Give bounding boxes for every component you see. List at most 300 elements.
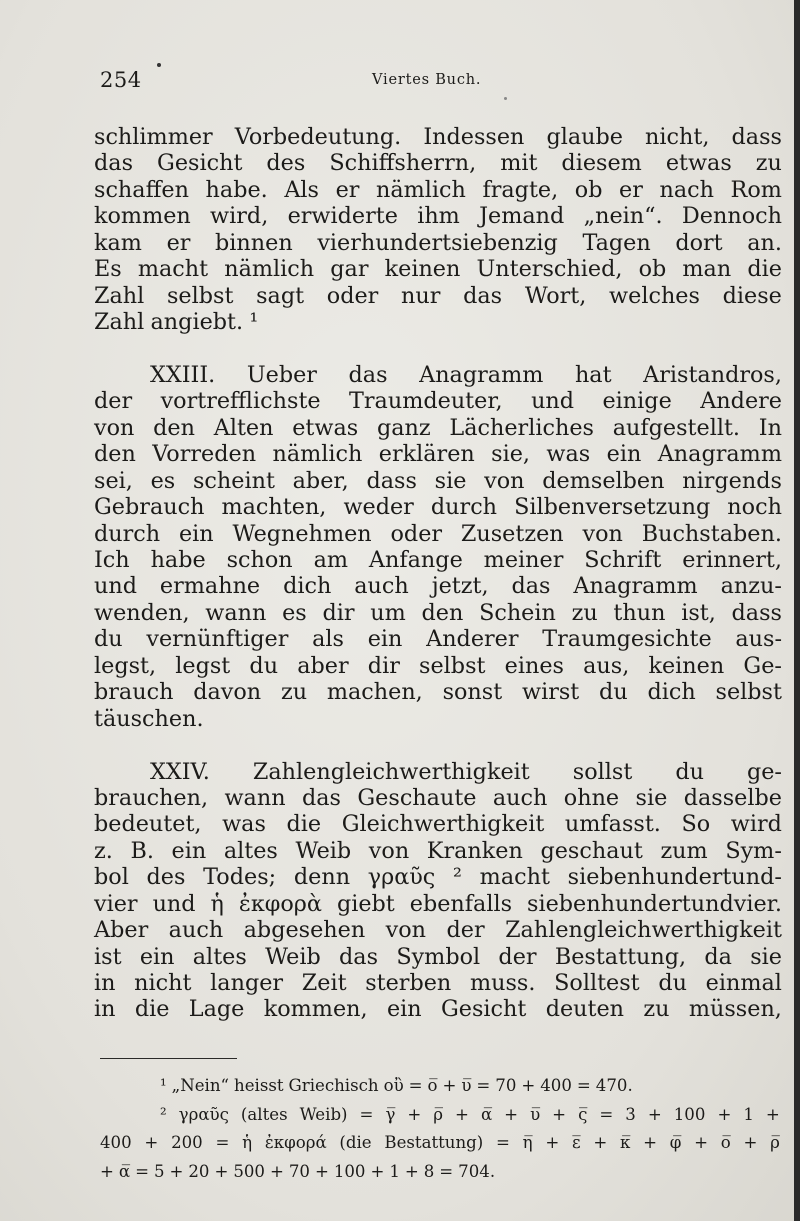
- word: auch: [168, 917, 224, 944]
- word: der: [446, 917, 485, 944]
- word: an.: [747, 229, 782, 256]
- word: Anderer: [426, 626, 519, 653]
- text-line: [94, 706, 782, 732]
- text-line: [94, 785, 782, 811]
- word: Lächerliches: [449, 414, 594, 441]
- word: die: [747, 256, 782, 283]
- footnote-line: [100, 1129, 780, 1158]
- word: „Nein“: [171, 1076, 230, 1095]
- text-line: [94, 177, 782, 203]
- word: oder: [390, 520, 443, 547]
- word: kam: [94, 229, 142, 256]
- word: 1: [743, 1104, 754, 1124]
- word: κ̅: [619, 1133, 631, 1152]
- word: Schiffsherrn,: [329, 150, 477, 177]
- word: ebenfalls: [409, 890, 513, 917]
- word: selbst: [419, 652, 486, 679]
- word: Anfange: [368, 547, 463, 573]
- word: bol: [94, 864, 129, 891]
- word: Traumgesichte: [542, 626, 712, 653]
- word: das: [94, 150, 134, 177]
- word: Ge-: [743, 652, 782, 679]
- word: ist,: [681, 599, 716, 626]
- word: anzu-: [720, 573, 782, 600]
- word: +: [694, 1133, 708, 1152]
- word: dass: [731, 124, 782, 150]
- text-line: [94, 230, 782, 256]
- running-head: [100, 68, 780, 98]
- word: dich: [647, 679, 696, 706]
- word: aufgestellt.: [612, 414, 741, 441]
- word: die: [286, 811, 322, 838]
- word: der: [498, 943, 537, 970]
- word: zu: [571, 599, 598, 626]
- word: diese: [722, 282, 782, 309]
- text-line: [94, 838, 782, 864]
- word: ein: [386, 996, 422, 1023]
- word: So: [681, 811, 711, 838]
- word: In: [758, 414, 782, 441]
- word: giebt: [336, 890, 395, 917]
- word: dir: [322, 599, 355, 626]
- text-line: [94, 573, 782, 599]
- word: +: [100, 1161, 114, 1181]
- text-line: [94, 653, 782, 679]
- text-line: [94, 891, 782, 917]
- text-line: [94, 388, 782, 414]
- word: ist: [94, 943, 122, 970]
- word: um: [370, 599, 406, 626]
- word: den: [421, 599, 464, 626]
- word: ρ̅: [770, 1133, 780, 1152]
- word: vortrefflichste: [160, 388, 321, 415]
- word: wird: [730, 811, 782, 838]
- word: heisst: [234, 1076, 284, 1095]
- body-text: [94, 124, 782, 1023]
- word: Gesicht: [440, 996, 527, 1023]
- word: glaube: [546, 124, 623, 150]
- word: ἡ: [210, 890, 224, 917]
- word: +: [455, 1104, 469, 1124]
- word: +: [314, 1161, 329, 1181]
- word: legst: [175, 652, 231, 679]
- word: wird,: [210, 203, 269, 230]
- word: mit: [500, 150, 538, 177]
- word: man: [682, 256, 732, 283]
- word: Ueber: [246, 361, 317, 388]
- word: +: [552, 1104, 567, 1124]
- text-line: [94, 441, 782, 467]
- word: Traumdeuter,: [349, 388, 503, 415]
- word: ermahne: [159, 573, 261, 600]
- word: ge-: [746, 758, 782, 785]
- word: meiner: [483, 547, 564, 573]
- word: davon: [193, 679, 262, 706]
- text-line: [94, 944, 782, 970]
- word: Indessen: [423, 124, 525, 150]
- word: von: [94, 414, 135, 441]
- word: kommen: [94, 203, 191, 230]
- word: und: [531, 388, 575, 415]
- word: von: [484, 467, 525, 494]
- text-line: [94, 124, 782, 150]
- word: erinnert,: [682, 547, 782, 573]
- word: ε̅: [571, 1133, 581, 1152]
- word: +: [717, 1104, 732, 1124]
- word: du: [599, 679, 628, 706]
- text-line: [94, 521, 782, 547]
- word: sonst: [442, 679, 503, 706]
- word: zu: [755, 150, 782, 177]
- word: sterben: [365, 970, 452, 996]
- word: es: [282, 599, 307, 626]
- word: was: [546, 441, 591, 468]
- footnote-divider: [100, 1058, 237, 1059]
- page-number: 254: [100, 68, 142, 92]
- word: das: [463, 282, 503, 309]
- word: (die: [339, 1133, 372, 1152]
- word: angiebt.: [150, 309, 244, 336]
- word: von: [368, 837, 410, 864]
- word: 20: [188, 1161, 210, 1181]
- word: Kranken: [426, 837, 523, 864]
- word: wenden,: [94, 599, 190, 626]
- word: gar: [330, 256, 369, 283]
- word: auch: [492, 784, 548, 811]
- word: geschaut: [540, 837, 643, 864]
- word: du: [249, 652, 279, 679]
- word: γ̅: [385, 1104, 396, 1124]
- word: nicht,: [645, 124, 710, 150]
- word: du: [658, 970, 687, 996]
- word: nämlich: [224, 256, 315, 283]
- word: und: [152, 890, 196, 917]
- word: 100: [673, 1104, 706, 1124]
- word: +: [404, 1161, 419, 1181]
- word: Gebrauch: [94, 494, 205, 521]
- word: Bestattung): [384, 1133, 484, 1152]
- word: durch: [430, 494, 498, 521]
- word: Solltest: [554, 970, 640, 996]
- text-line: [94, 468, 782, 494]
- word: 400: [540, 1076, 572, 1095]
- word: =: [496, 1133, 510, 1152]
- word: auch: [354, 573, 409, 600]
- word: scheint: [192, 467, 275, 494]
- word: 400: [100, 1133, 132, 1152]
- word: „nein“.: [583, 203, 663, 230]
- word: γραῦς: [367, 864, 436, 891]
- paragraph-gap: [94, 732, 782, 758]
- word: =: [439, 1161, 454, 1181]
- word: müssen,: [688, 996, 782, 1023]
- text-line: [94, 811, 782, 837]
- word: sie: [750, 943, 782, 970]
- word: z.: [94, 837, 113, 864]
- word: υ̅: [530, 1104, 541, 1124]
- word: das: [511, 573, 551, 600]
- word: =: [215, 1133, 230, 1152]
- word: er: [619, 176, 643, 203]
- word: denn: [293, 864, 351, 891]
- word: Zahlengleichwerthigkeit: [252, 758, 530, 785]
- word: φ̅: [669, 1133, 682, 1152]
- word: ἐκφορὰ: [238, 890, 322, 917]
- word: Todes;: [203, 864, 277, 891]
- word: ς̅: [578, 1104, 588, 1124]
- word: der: [94, 388, 133, 415]
- word: keinen: [384, 256, 461, 283]
- running-title: Viertes Buch.: [372, 72, 482, 88]
- word: oder: [326, 282, 379, 309]
- scan-edge: [794, 0, 800, 1221]
- text-line: [94, 256, 782, 282]
- word: =: [135, 1161, 149, 1181]
- footnote-line: [100, 1101, 780, 1130]
- word: das: [339, 943, 379, 970]
- word: er: [166, 229, 191, 256]
- word: ganz: [376, 414, 431, 441]
- word: Wegnehmen: [232, 520, 372, 547]
- word: Wort,: [524, 282, 587, 309]
- word: ²: [453, 864, 462, 891]
- word: Andere: [700, 388, 782, 415]
- word: ²: [160, 1104, 167, 1124]
- word: nur: [401, 282, 441, 309]
- word: +: [442, 1076, 457, 1095]
- word: Jemand: [479, 203, 565, 230]
- word: erklären: [378, 441, 475, 468]
- word: =: [408, 1076, 423, 1095]
- word: 5: [153, 1161, 165, 1181]
- word: sei,: [94, 467, 133, 494]
- word: sie: [434, 467, 467, 494]
- word: sagt: [256, 282, 305, 309]
- word: Zahl: [94, 282, 145, 309]
- word: ¹: [249, 309, 259, 336]
- word: Schein: [479, 599, 556, 626]
- word: 3: [625, 1104, 636, 1124]
- word: ob: [574, 176, 603, 203]
- word: das: [348, 361, 388, 388]
- text-line: [94, 917, 782, 943]
- word: zu: [280, 679, 308, 706]
- word: Tagen: [582, 229, 651, 256]
- word: ein: [171, 837, 207, 864]
- word: etwas: [292, 414, 359, 441]
- word: schon: [226, 547, 293, 573]
- word: ein: [139, 943, 175, 970]
- word: Anagramm: [419, 361, 544, 388]
- word: ο̅: [720, 1133, 731, 1152]
- word: 100: [333, 1161, 366, 1181]
- word: erwiderte: [287, 203, 398, 230]
- text-line: [94, 309, 782, 335]
- word: siebenhundertund-: [567, 864, 782, 891]
- word: den: [153, 414, 195, 441]
- word: Vorbedeutung.: [234, 124, 402, 150]
- word: +: [144, 1133, 159, 1152]
- word: Anagramm: [657, 441, 782, 468]
- word: dir: [367, 652, 400, 679]
- text-line: [94, 759, 782, 785]
- word: +: [370, 1161, 385, 1181]
- word: eines: [504, 652, 564, 679]
- word: da: [704, 943, 732, 970]
- word: legst,: [94, 652, 157, 679]
- word: XXIV.: [150, 758, 210, 785]
- word: nach: [659, 176, 714, 203]
- word: einige: [602, 388, 672, 415]
- word: 70: [288, 1161, 310, 1181]
- word: thun: [613, 599, 666, 626]
- word: das: [301, 784, 341, 811]
- word: Weib: [295, 837, 352, 864]
- word: du: [94, 626, 123, 653]
- word: den: [94, 441, 136, 468]
- footnote-line: [100, 1158, 780, 1187]
- word: aus,: [583, 652, 630, 679]
- word: und: [94, 573, 137, 600]
- word: in: [94, 970, 116, 996]
- word: langer: [210, 970, 284, 996]
- text-line: [94, 203, 782, 229]
- word: XXIII.: [150, 361, 216, 388]
- word: Gleichwerthigkeit: [341, 811, 545, 838]
- word: +: [643, 1133, 657, 1152]
- word: Anagramm: [573, 573, 698, 600]
- text-line: [94, 600, 782, 626]
- word: selbst: [166, 282, 234, 309]
- word: kommen,: [263, 996, 368, 1023]
- word: +: [214, 1161, 229, 1181]
- word: ihm: [417, 203, 460, 230]
- word: vier: [94, 890, 138, 917]
- word: dasselbe: [683, 784, 782, 811]
- word: habe: [150, 547, 206, 573]
- word: täuschen.: [94, 705, 204, 732]
- text-line: [94, 996, 782, 1022]
- word: Zahlengleichwerthigkeit: [505, 917, 782, 944]
- text-line: [94, 283, 782, 309]
- word: B.: [130, 837, 154, 864]
- word: fragte,: [482, 176, 559, 203]
- word: οὒ: [383, 1076, 404, 1095]
- word: sollst: [572, 758, 633, 785]
- word: Es: [94, 256, 122, 283]
- word: keinen: [648, 652, 725, 679]
- word: +: [765, 1104, 780, 1124]
- word: weder: [343, 494, 414, 521]
- word: =: [476, 1076, 491, 1095]
- word: Alten: [213, 414, 274, 441]
- word: welches: [609, 282, 700, 309]
- word: Zahl: [94, 309, 145, 336]
- word: was: [222, 811, 266, 838]
- word: altes: [192, 943, 247, 970]
- word: altes: [223, 837, 278, 864]
- word: wann: [224, 784, 286, 811]
- word: Buchstaben.: [641, 520, 782, 547]
- word: brauch: [94, 679, 174, 706]
- word: Schrift: [584, 547, 662, 573]
- word: habe.: [205, 176, 268, 203]
- word: ρ̅: [433, 1104, 444, 1124]
- word: selbst: [715, 679, 782, 706]
- word: Griechisch: [288, 1076, 379, 1095]
- word: +: [545, 1133, 560, 1152]
- word: Rom: [730, 176, 782, 203]
- word: wirst: [521, 679, 580, 706]
- word: +: [647, 1104, 662, 1124]
- word: ohne: [563, 784, 620, 811]
- word: ἡ: [242, 1133, 253, 1152]
- word: 200: [171, 1133, 203, 1152]
- word: siebenhundertundvier.: [527, 890, 782, 917]
- word: die: [134, 996, 170, 1023]
- word: vernünftiger: [146, 626, 289, 653]
- word: es: [150, 467, 176, 494]
- word: nicht: [134, 970, 192, 996]
- word: dass: [366, 467, 417, 494]
- text-line: [94, 626, 782, 652]
- word: γραῦς: [178, 1104, 229, 1124]
- word: 70: [495, 1076, 517, 1095]
- word: etwas: [665, 150, 732, 177]
- word: ob: [638, 256, 667, 283]
- word: machen,: [326, 679, 423, 706]
- word: ο̅: [427, 1076, 438, 1095]
- word: am: [313, 547, 349, 573]
- word: Gesicht: [157, 150, 243, 177]
- word: diesem: [561, 150, 642, 177]
- word: ein: [606, 441, 642, 468]
- word: Weib): [299, 1104, 348, 1124]
- word: abgesehen: [243, 917, 366, 944]
- word: +: [504, 1104, 519, 1124]
- footnote-line: [100, 1072, 780, 1101]
- text-line: [94, 864, 782, 890]
- footnotes: [100, 1072, 780, 1186]
- word: +: [269, 1161, 284, 1181]
- word: umfasst.: [564, 811, 661, 838]
- word: zu: [643, 996, 670, 1023]
- word: vierhundertsiebenzig: [317, 229, 558, 256]
- word: Geschaute: [357, 784, 477, 811]
- word: 704.: [458, 1161, 496, 1181]
- text-line: [94, 362, 782, 388]
- word: des: [266, 150, 306, 177]
- word: bedeutet,: [94, 811, 202, 838]
- word: muss.: [469, 970, 536, 996]
- word: Aber: [94, 917, 149, 944]
- word: =: [599, 1104, 614, 1124]
- word: dort: [675, 229, 723, 256]
- word: schaffen: [94, 176, 189, 203]
- word: demselben: [542, 467, 665, 494]
- word: wann: [205, 599, 267, 626]
- word: +: [407, 1104, 422, 1124]
- word: ein: [367, 626, 403, 653]
- word: Aristandros,: [643, 361, 782, 388]
- word: schlimmer: [94, 124, 213, 150]
- word: 500: [233, 1161, 265, 1181]
- word: η̅: [522, 1133, 533, 1152]
- word: +: [521, 1076, 536, 1095]
- word: +: [169, 1161, 184, 1181]
- word: +: [593, 1133, 608, 1152]
- word: Zeit: [301, 970, 347, 996]
